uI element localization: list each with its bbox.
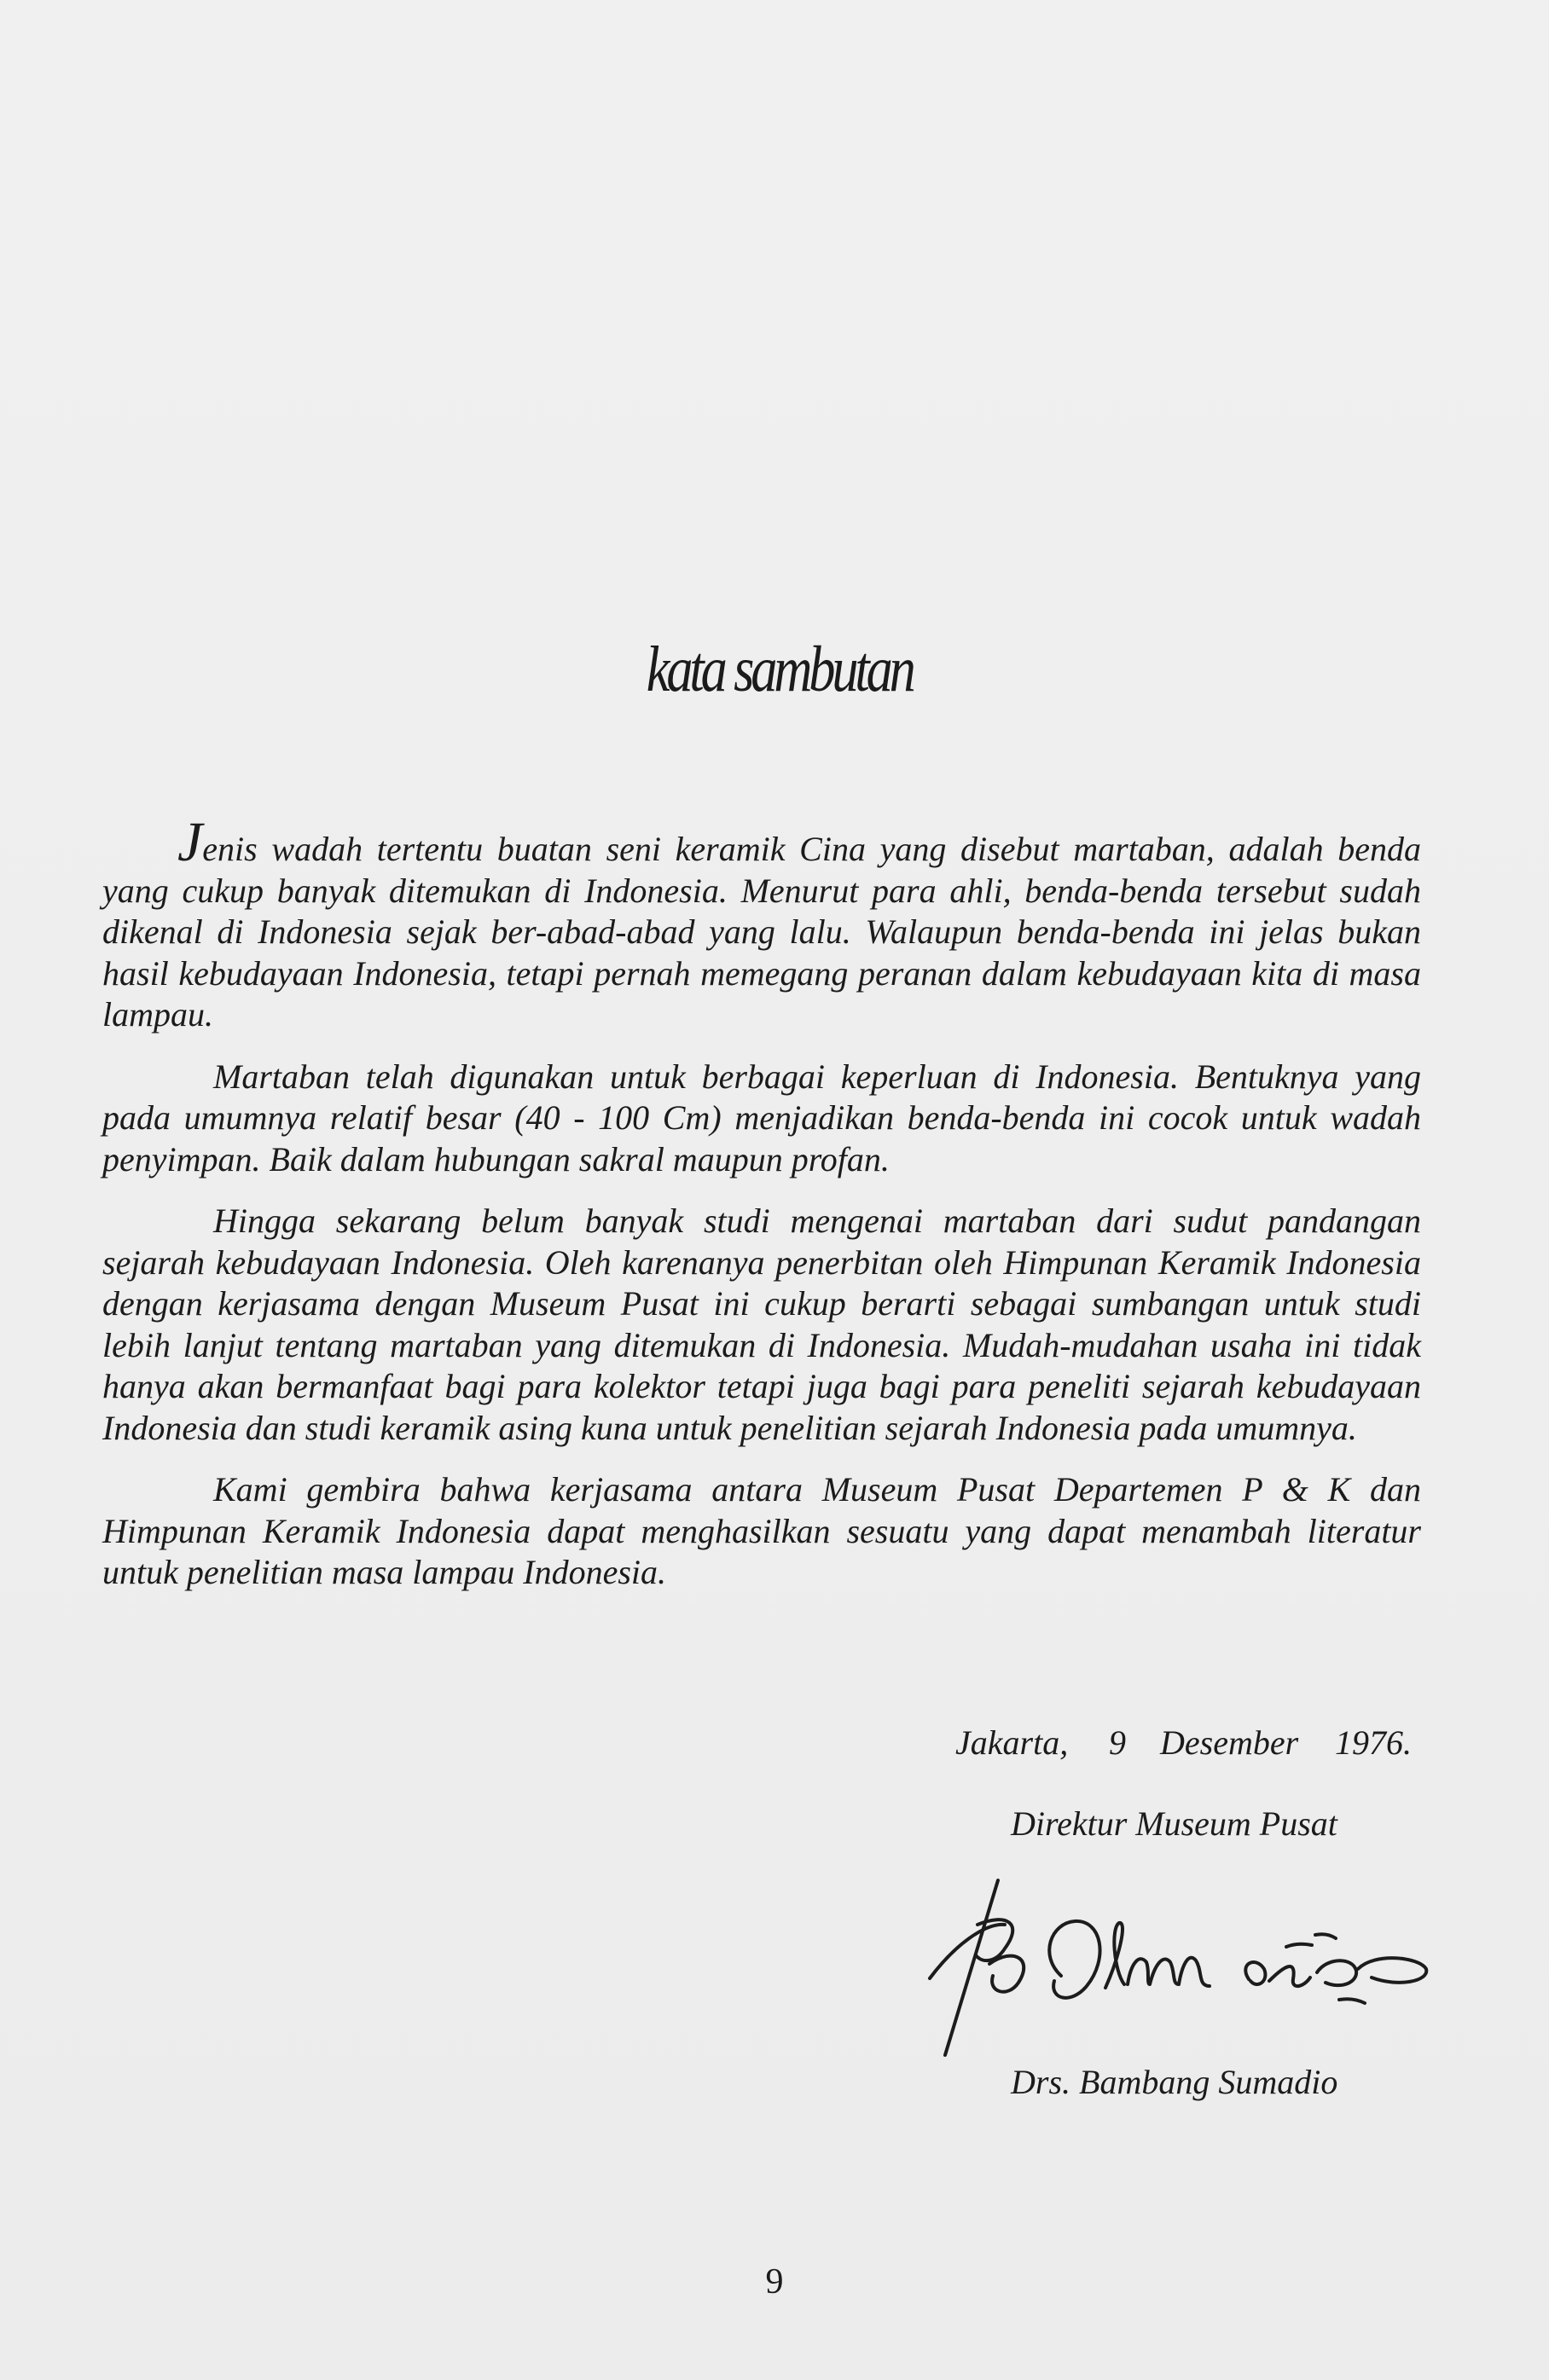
date-place: Jakarta, [955,1723,1069,1762]
signatory-position: Direktur Museum Pusat [1011,1804,1337,1843]
page-number: 9 [765,2262,784,2302]
paragraph-4: Kami gembira bahwa kerjasama antara Museum Pusat Departemen P & K dan Himpunan Keramik Indonesia dapat menghasilkan sesuatu yang dapat menambah literatur untuk penelitian masa lampau Indonesia. [102,1470,1421,1591]
paragraph-2: Martaban telah digunakan untuk berbagai keperluan di Indonesia. Bentuknya yang pada umumnya relatif besar (40 - 100 Cm) menjadikan benda-benda ini cocok untuk wadah penyimpan. Baik dalam hubungan sakral maupun profan. [102,1057,1421,1178]
paragraph-1-text: enis wadah tertentu buatan seni keramik Cina yang disebut martaban, adalah benda yang cukup banyak ditemukan di Indonesia. Menurut para ahli, benda-benda tersebut sudah dikenal di Indonesia sejak ber-abad-abad yang lalu. Walaupun benda-benda ini jelas bukan hasil kebudayaan Indonesia, tetapi pernah memegang peranan dalam kebudayaan kita di masa lampau. [102,830,1421,1034]
date-day: 9 [1109,1723,1126,1762]
page-title: kata sambutan [646,634,913,705]
body-text [102,811,1421,1594]
paragraph-3: Hingga sekarang belum banyak studi mengenai martaban dari sudut pandangan sejarah kebudayaan Indonesia. Oleh karenanya penerbitan oleh Himpunan Keramik Indonesia dengan kerjasama dengan Museum Pusat ini cukup berarti sebagai sumbangan untuk studi lebih lanjut tentang martaban yang ditemukan di Indonesia. Mudah-mudahan usaha ini tidak hanya akan bermanfaat bagi para kolektor tetapi juga bagi para peneliti sejarah kebudayaan Indonesia dan studi keramik asing kuna untuk penelitian sejarah Indonesia pada umumnya. [102,1202,1421,1447]
paragraph-1 [102,811,1421,1036]
date-month: Desember [1160,1723,1299,1762]
signature-image [904,1863,1467,2068]
signatory-name: Drs. Bambang Sumadio [1011,2063,1338,2101]
date-year: 1976. [1335,1723,1412,1762]
paragraph-1-initial: J [177,811,203,873]
